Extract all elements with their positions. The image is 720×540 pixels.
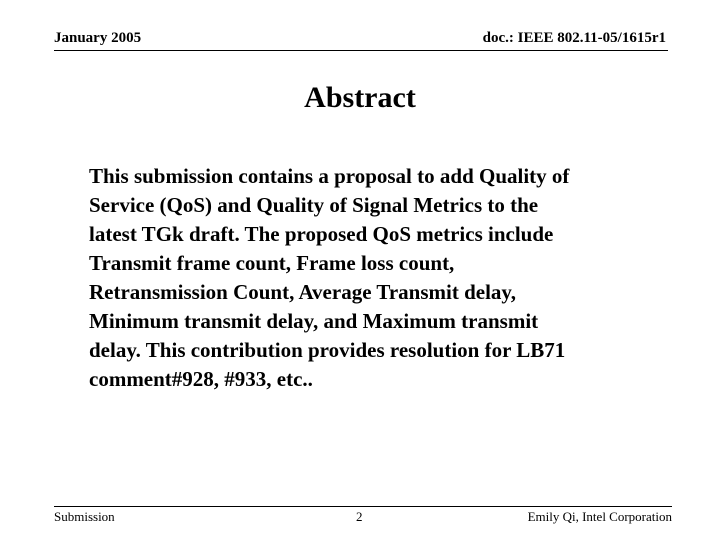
footer-divider	[54, 506, 672, 507]
footer-page-number: 2	[356, 509, 363, 524]
body-line: Retransmission Count, Average Transmit delay,	[89, 280, 517, 304]
body-line: Minimum transmit delay, and Maximum transmit	[89, 309, 539, 333]
body-line: delay. This contribution provides resolution for LB71	[89, 338, 566, 362]
body-line: comment#928, #933, etc..	[89, 367, 313, 391]
header-doc-id: doc.: IEEE 802.11-05/1615r1	[482, 30, 666, 46]
body-line: This submission contains a proposal to add Quality of	[89, 164, 570, 188]
footer-author: Emily Qi, Intel Corporation	[527, 509, 672, 524]
slide-title: Abstract	[304, 81, 416, 114]
footer-submission: Submission	[54, 509, 115, 524]
body-line: latest TGk draft. The proposed QoS metrics include	[89, 222, 554, 246]
abstract-body	[89, 162, 669, 394]
header-date: January 2005	[54, 30, 142, 46]
body-line: Service (QoS) and Quality of Signal Metrics to the	[89, 193, 539, 217]
header-divider	[54, 50, 668, 51]
body-line: Transmit frame count, Frame loss count,	[89, 251, 455, 275]
